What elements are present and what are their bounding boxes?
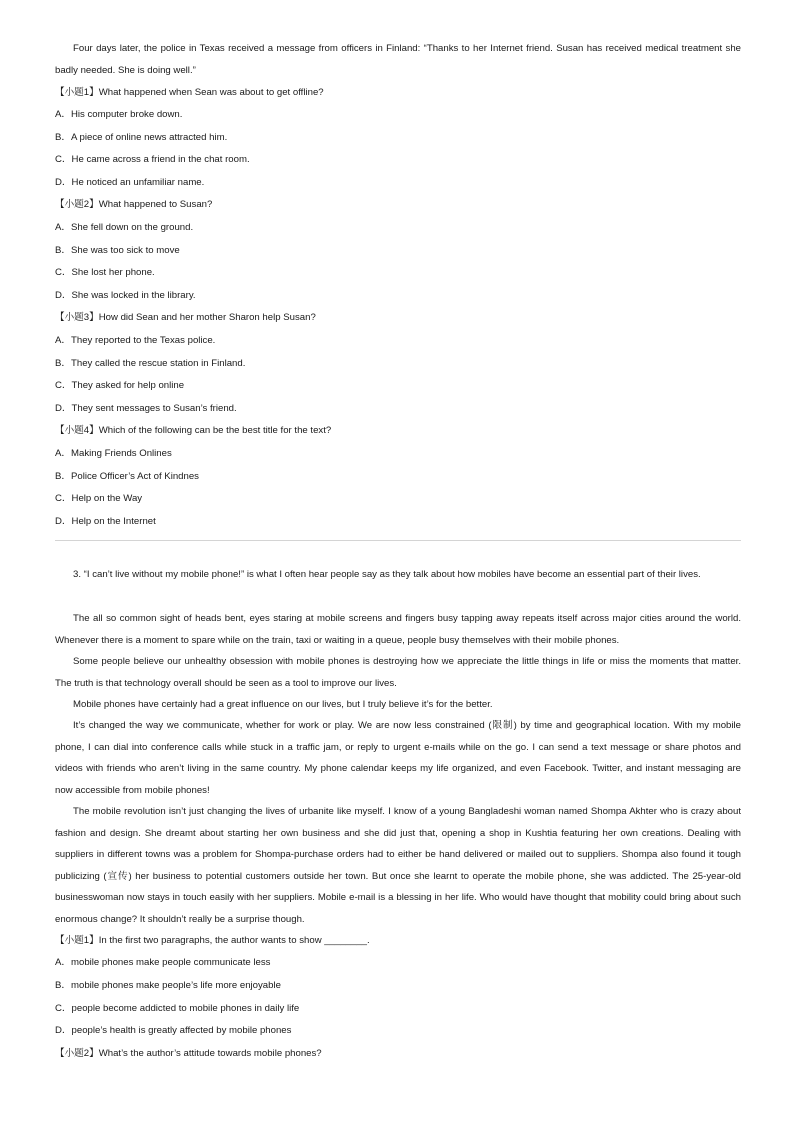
s2-q1-option-c: C．people become addicted to mobile phones in daily life: [55, 1003, 300, 1014]
s1-q4-stem: 【小题4】Which of the following can be the best title for the text?: [55, 425, 332, 436]
s1-q4-option-a: A．Making Friends Onlines: [55, 448, 172, 459]
s1-q2-option-c: C．She lost her phone.: [55, 267, 155, 278]
s1-q2-option-b: B．She was too sick to move: [55, 245, 180, 256]
s1-q1-option-b: B．A piece of online news attracted him.: [55, 132, 228, 143]
s2-q1-option-a: A．mobile phones make people communicate less: [55, 957, 271, 968]
s1-q3-option-d: D．They sent messages to Susan’s friend.: [55, 403, 237, 414]
s1-q2-option-d: D．She was locked in the library.: [55, 290, 196, 301]
s2-paragraph-4: Mobile phones have certainly had a great influence on our lives, but I truly believe it’s for the better.: [73, 699, 493, 710]
s2-q1-option-d: D．people’s health is greatly affected by mobile phones: [55, 1025, 292, 1036]
s2-q1-stem: 【小题1】In the first two paragraphs, the author wants to show ________.: [55, 935, 370, 946]
s1-q4-option-c: C．Help on the Way: [55, 493, 143, 504]
s1-q1-stem: 【小题1】What happened when Sean was about to get offline?: [55, 87, 324, 98]
s1-q1-option-a: A．His computer broke down.: [55, 109, 183, 120]
s1-q3-option-b: B．They called the rescue station in Finland.: [55, 358, 246, 369]
intro-paragraph: Four days later, the police in Texas received a message from officers in Finland: “Thanks to her Internet friend. Susan has received medical treatment she badly needed. She is doing well.”: [55, 43, 741, 76]
s2-paragraph-3: Some people believe our unhealthy obsession with mobile phones is destroying how we appreciate the little things in life or miss the moments that matter. The truth is that technology overall should be seen as a tool to improve our lives.: [55, 656, 741, 689]
s1-q1-option-d: D．He noticed an unfamiliar name.: [55, 177, 205, 188]
s2-paragraph-5: It’s changed the way we communicate, whether for work or play. We are now less constrained (限制) by time and geographical location. With my mobile phone, I can dial into conference calls while stuck in a traffic jam, or reply to urgent e-mails while on the go. I can send a text message or share photos and videos with friends who aren’t living in the same country. My phone calendar keeps my life organized, and even Facebook. Twitter, and instant messaging are now accessible from mobile phones!: [55, 720, 741, 796]
s2-paragraph-6: The mobile revolution isn’t just changing the lives of urbanite like myself. I know of a young Bangladeshi woman named Shompa Akhter who is crazy about fashion and design. She dreamt about starting her own business and she did just that, opening a shop in Kushtia featuring her own creations. Dealing with suppliers in different towns was a problem for Shompa-purchase orders had to either be hand delivered or mailed out to suppliers. Shompa also found it tough publicizing (宣传) her business to potential customers outside her town. But once she learnt to operate the mobile phone, she was addicted. The 25-year-old businesswoman now stays in touch easily with her suppliers. Mobile e-mail is a blessing in her life. Who would have thought that mobility could bring about such enormous change? It shouldn’t really be a surprise though.: [55, 806, 741, 925]
s1-q2-stem: 【小题2】What happened to Susan?: [55, 199, 213, 210]
s2-paragraph-2: The all so common sight of heads bent, eyes staring at mobile screens and fingers busy tapping away repeats itself across major cities around the world. Whenever there is a moment to spare while on the train, taxi or waiting in a queue, people busy themselves with their mobile phones.: [55, 613, 741, 646]
s2-q1-option-b: B．mobile phones make people’s life more enjoyable: [55, 980, 281, 991]
s2-paragraph-1: 3. “I can’t live without my mobile phone!” is what I often hear people say as they talk about how mobiles have become an essential part of their lives.: [73, 569, 701, 580]
s1-q4-option-b: B．Police Officer’s Act of Kindnes: [55, 471, 199, 482]
s1-q3-option-c: C．They asked for help online: [55, 380, 185, 391]
s1-q2-option-a: A．She fell down on the ground.: [55, 222, 194, 233]
s1-q3-stem: 【小题3】How did Sean and her mother Sharon help Susan?: [55, 312, 316, 323]
s2-q2-stem: 【小题2】What’s the author’s attitude towards mobile phones?: [55, 1048, 322, 1059]
section-divider: [55, 540, 741, 541]
s1-q4-option-d: D．Help on the Internet: [55, 516, 156, 527]
s1-q1-option-c: C．He came across a friend in the chat room.: [55, 154, 250, 165]
s1-q3-option-a: A．They reported to the Texas police.: [55, 335, 216, 346]
